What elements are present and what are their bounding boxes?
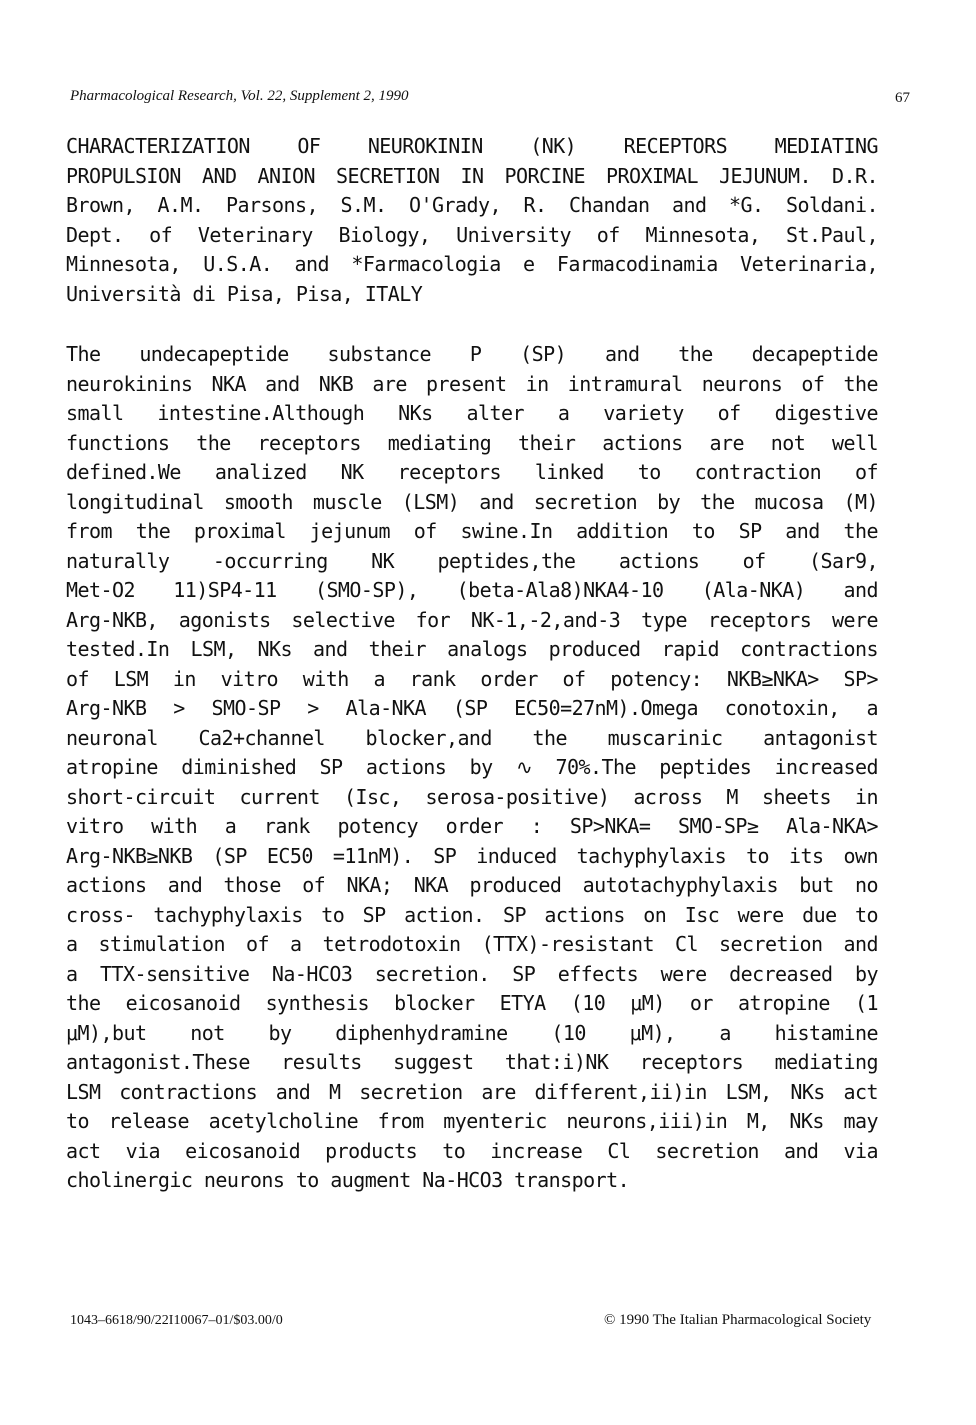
abstract-line: Arg-NKB > SMO-SP > Ala-NKA (SP EC50=27nM).Omega conotoxin, a	[66, 696, 878, 720]
page-number: 67	[895, 90, 910, 106]
journal-running-head: Pharmacological Research, Vol. 22, Supplement 2, 1990	[70, 88, 409, 104]
title-author-block	[66, 132, 878, 309]
abstract-line: cross- tachyphylaxis to SP action. SP actions on Isc were due to	[66, 902, 878, 927]
author-line: Brown, A.M. Parsons, S.M. O'Grady, R. Chandan and *G. Soldani.	[66, 193, 878, 217]
abstract-body	[66, 340, 878, 1196]
abstract-line: Arg-NKB≥NKB (SP EC50 =11nM). SP induced tachyphylaxis to its own	[66, 843, 878, 868]
abstract-line: neurokinins NKA and NKB are present in intramural neurons of the	[66, 371, 878, 396]
title-line: CHARACTERIZATION OF NEUROKININ (NK) RECEPTORS MEDIATING	[66, 134, 878, 158]
abstract-line: longitudinal smooth muscle (LSM) and secretion by the mucosa (M)	[66, 489, 878, 514]
abstract-line: short-circuit current (Isc, serosa-positive) across M sheets in	[66, 784, 878, 809]
issn-price-code: 1043–6618/90/22I10067–01/$03.00/0	[70, 1313, 283, 1328]
abstract-line: functions the receptors mediating their actions are not well	[66, 430, 878, 455]
abstract-line: defined.We analized NK receptors linked to contraction of	[66, 460, 878, 484]
abstract-line: actions and those of NKA; NKA produced autotachyphylaxis but no	[66, 873, 878, 897]
affiliation-line: Università di Pisa, Pisa, ITALY	[66, 281, 423, 306]
copyright-notice: © 1990 The Italian Pharmacological Society	[604, 1312, 872, 1328]
abstract-line: Met-O2 11)SP4-11 (SMO-SP), (beta-Ala8)NKA4-10 (Ala-NKA) and	[66, 578, 878, 602]
abstract-line: to release acetylcholine from myenteric neurons,iii)in M, NKs may	[66, 1109, 878, 1133]
affiliation-line: Dept. of Veterinary Biology, University of Minnesota, St.Paul,	[66, 222, 878, 247]
abstract-line: of LSM in vitro with a rank order of potency: NKB≥NKA> SP>	[66, 666, 878, 691]
affiliation-line: Minnesota, U.S.A. and *Farmacologia e Farmacodinamia Veterinaria,	[66, 252, 878, 276]
abstract-line: μM),but not by diphenhydramine (10 μM), a histamine	[66, 1020, 878, 1045]
abstract-line: The undecapeptide substance P (SP) and the decapeptide	[66, 342, 878, 366]
abstract-line: small intestine.Although NKs alter a variety of digestive	[66, 401, 878, 425]
abstract-line: antagonist.These results suggest that:i)NK receptors mediating	[66, 1050, 878, 1074]
title-line: PROPULSION AND ANION SECRETION IN PORCINE PROXIMAL JEJUNUM. D.R.	[66, 163, 878, 188]
abstract-line: act via eicosanoid products to increase Cl secretion and via	[66, 1138, 878, 1163]
abstract-line: cholinergic neurons to augment Na-HCO3 transport.	[66, 1168, 630, 1192]
abstract-line: neuronal Ca2+channel blocker,and the muscarinic antagonist	[66, 725, 878, 750]
abstract-line: LSM contractions and M secretion are different,ii)in LSM, NKs act	[66, 1079, 878, 1104]
abstract-line: a TTX-sensitive Na-HCO3 secretion. SP effects were decreased by	[66, 961, 878, 986]
abstract-line: a stimulation of a tetrodotoxin (TTX)-resistant Cl secretion and	[66, 932, 878, 956]
abstract-line: tested.In LSM, NKs and their analogs produced rapid contractions	[66, 637, 878, 661]
abstract-line: Arg-NKB, agonists selective for NK-1,-2,and-3 type receptors were	[66, 607, 878, 632]
abstract-line: vitro with a rank potency order : SP>NKA= SMO-SP≥ Ala-NKA>	[66, 814, 878, 838]
abstract-line: naturally -occurring NK peptides,the actions of (Sar9,	[66, 548, 878, 573]
abstract-line: atropine diminished SP actions by ∿ 70%.The peptides increased	[66, 755, 878, 779]
abstract-line: the eicosanoid synthesis blocker ETYA (10 μM) or atropine (1	[66, 991, 878, 1015]
abstract-line: from the proximal jejunum of swine.In addition to SP and the	[66, 519, 878, 543]
